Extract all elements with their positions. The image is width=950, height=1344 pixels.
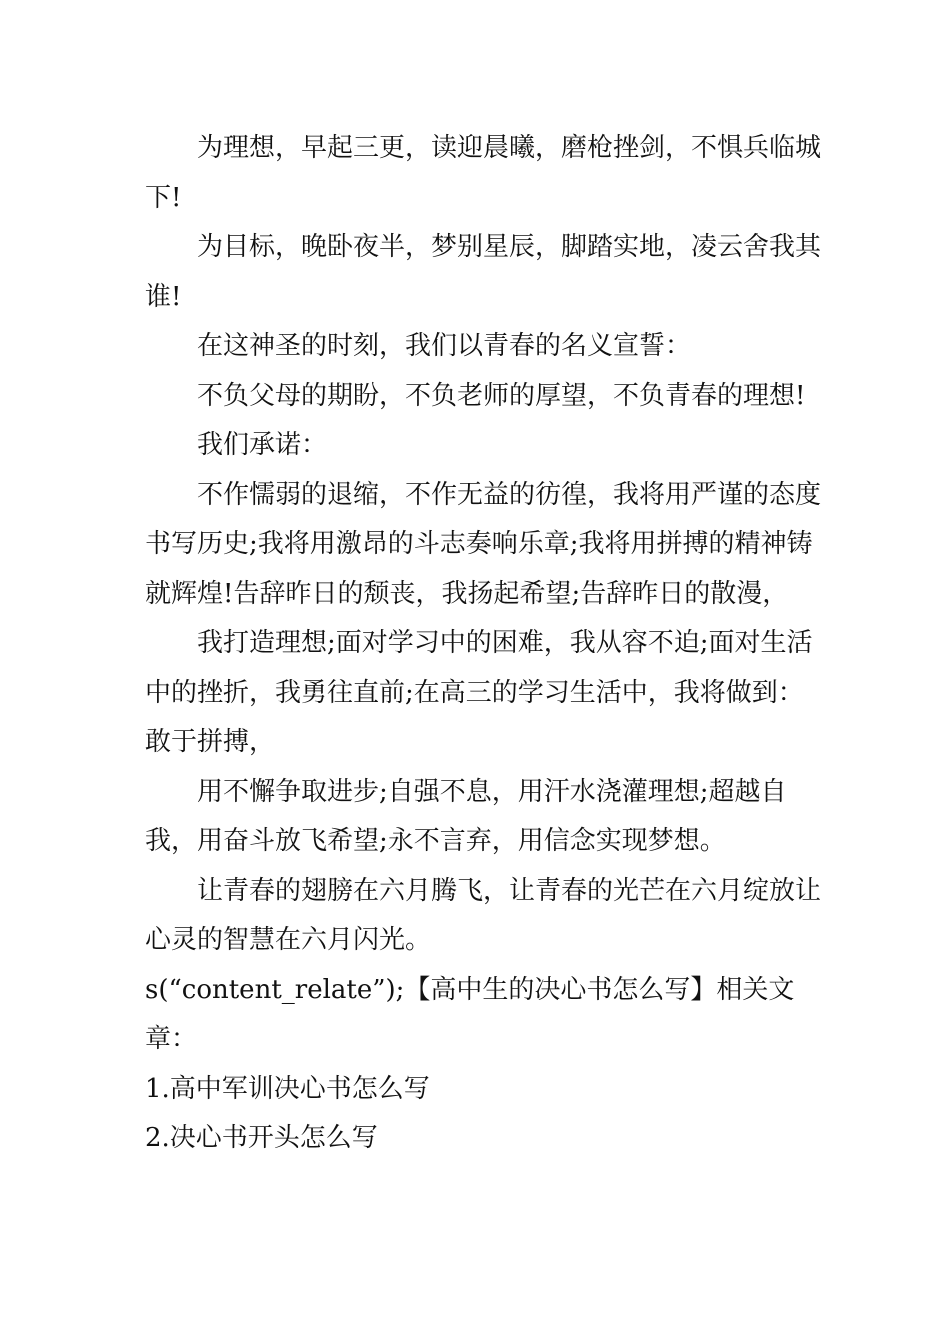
paragraph: 我们承诺： [197,430,328,460]
paragraph: 不负父母的期盼，不负老师的厚望，不负青春的理想! [197,380,806,411]
paragraph: 为理想，早起三更，读迎晨曦，磨枪挫剑，不惧兵临城下! [145,133,822,213]
paragraph: 让青春的翅膀在六月腾飞，让青春的光芒在六月绽放让心灵的智慧在六月闪光。 [145,875,822,955]
paragraph: 我打造理想;面对学习中的困难，我从容不迫;面对生活中的挫折，我勇往直前;在高三的学习生活中，我将做到：敢于拼搏， [145,628,813,757]
paragraph: 不作懦弱的退缩，不作无益的彷徨，我将用严谨的态度书写历史;我将用激昂的斗志奏响乐章;我将用拼搏的精神铸就辉煌!告辞昨日的颓丧，我扬起希望;告辞昨日的散漫， [145,479,822,609]
related-articles-heading: s(“content_relate”);【高中生的决心书怎么写】相关文章： [145,974,795,1054]
related-article-link[interactable]: 1.高中军训决心书怎么写 [145,1073,430,1104]
paragraph: 为目标，晚卧夜半，梦别星辰，脚踏实地，凌云舍我其谁! [145,232,822,312]
document-body [145,124,825,1164]
paragraph: 在这神圣的时刻，我们以青春的名义宣誓： [197,331,692,361]
paragraph: 用不懈争取进步;自强不息，用汗水浇灌理想;超越自我，用奋斗放飞希望;永不言弃，用信念实现梦想。 [145,776,787,856]
related-article-link[interactable]: 2.决心书开头怎么写 [145,1123,378,1153]
